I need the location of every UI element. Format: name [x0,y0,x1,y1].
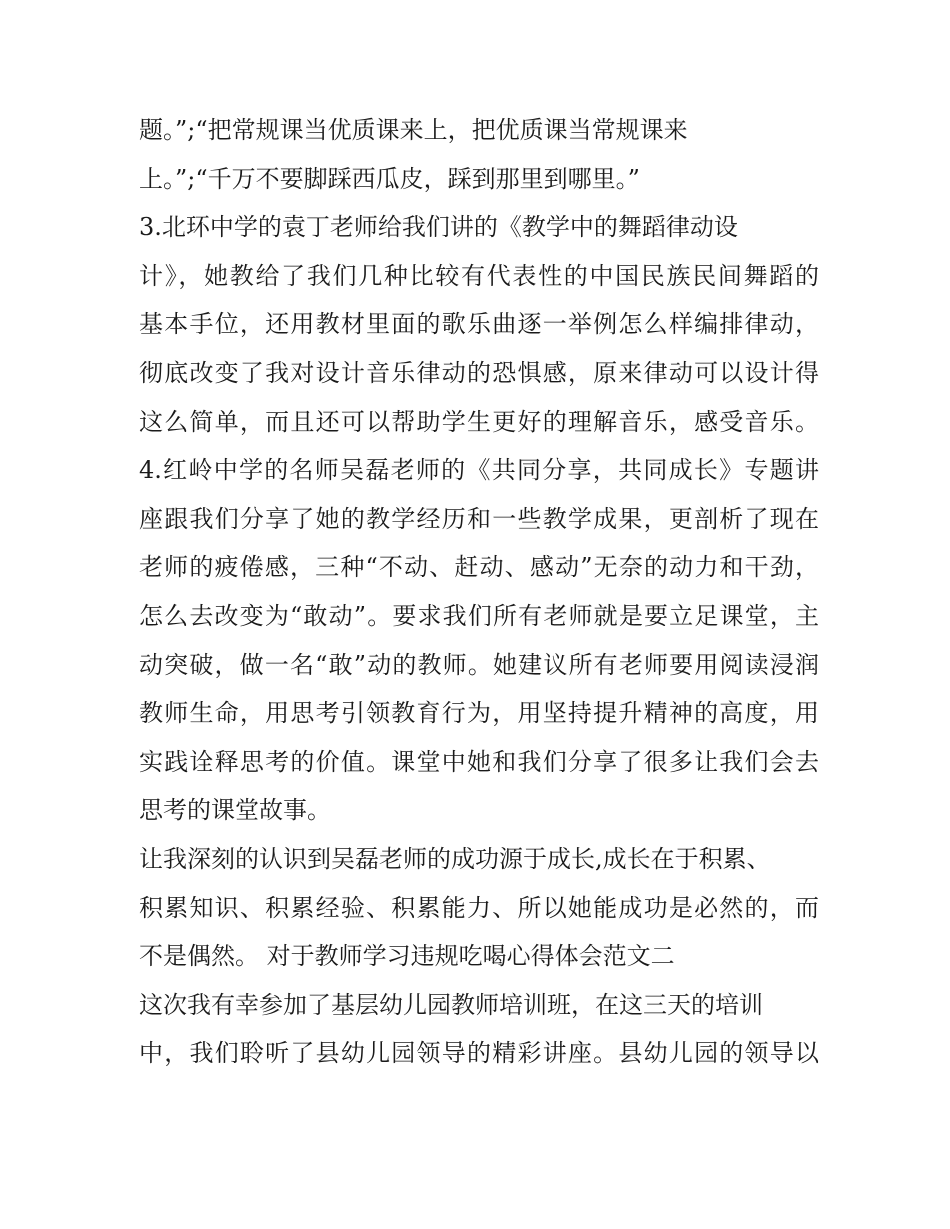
text-line: 教师生命，用思考引领教育行为，用坚持提升精神的高度，用 [139,699,819,728]
text-line: 实践诠释思考的价值。课堂中她和我们分享了很多让我们会去 [139,747,819,776]
text-line: 不是偶然。 对于教师学习违规吃喝心得体会范文二 [139,942,675,971]
body-text [139,106,819,1078]
text-line: 怎么去改变为“敢动”。要求我们所有老师就是要立足课堂，主 [139,601,819,630]
text-line: 思考的课堂故事。 [139,796,331,825]
text-line: 计》，她教给了我们几种比较有代表性的中国民族民间舞蹈的 [139,261,819,290]
text-line: 上。”;“千万不要脚踩西瓜皮，踩到那里到哪里。” [139,164,640,193]
text-line: 题。”;“把常规课当优质课来上，把优质课当常规课来 [139,116,688,144]
text-line: 彻底改变了我对设计音乐律动的恐惧感，原来律动可以设计得 [139,358,819,387]
text-line: 让我深刻的认识到吴磊老师的成功源于成长,成长在于积累、 [139,844,771,873]
text-line: 积累知识、积累经验、积累能力、所以她能成功是必然的，而 [139,893,819,922]
text-line: 老师的疲倦感，三种“不动、赶动、感动”无奈的动力和干劲， [139,553,819,582]
text-line: 基本手位，还用教材里面的歌乐曲逐一举例怎么样编排律动， [139,310,819,339]
text-line: 3.北环中学的袁丁老师给我们讲的《教学中的舞蹈律动设 [139,213,738,242]
text-line: 中，我们聆听了县幼儿园领导的精彩讲座。县幼儿园的领导以 [139,1039,819,1068]
text-line: 这么简单，而且还可以帮助学生更好的理解音乐，感受音乐。 [139,407,819,436]
text-line: 4.红岭中学的名师吴磊老师的《共同分享，共同成长》专题讲 [139,456,819,485]
text-line: 这次我有幸参加了基层幼儿园教师培训班，在这三天的培训 [139,990,763,1019]
text-line: 动突破，做一名“敢”动的教师。她建议所有老师要用阅读浸润 [139,650,819,679]
text-line: 座跟我们分享了她的教学经历和一些教学成果，更剖析了现在 [139,504,819,533]
